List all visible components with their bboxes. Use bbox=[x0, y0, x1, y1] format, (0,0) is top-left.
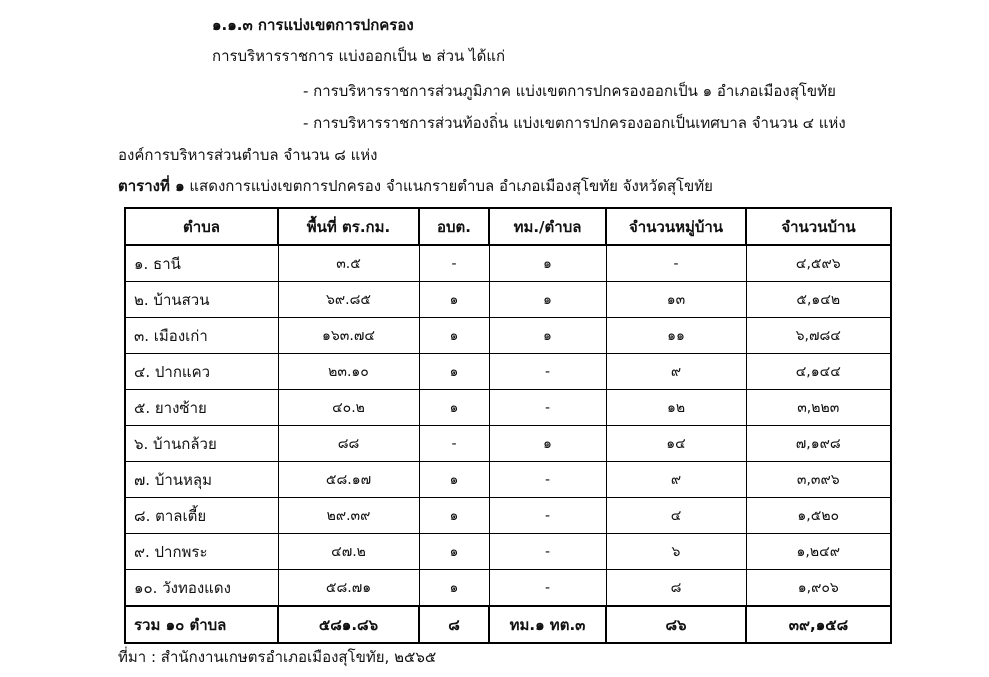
cell-area: ๕๘.๗๑ bbox=[278, 570, 419, 607]
cell-area: ๖๙.๘๕ bbox=[278, 282, 419, 318]
header-municipality: ทม./ตำบล bbox=[489, 208, 606, 245]
cell-municipality: - bbox=[489, 462, 606, 498]
cell-area: ๑๖๓.๗๔ bbox=[278, 318, 419, 354]
cell-municipality: ๑ bbox=[489, 426, 606, 462]
cell-villages: ๑๒ bbox=[606, 390, 746, 426]
cell-subdistrict: ๑๐. วังทองแดง bbox=[125, 570, 278, 607]
cell-villages: ๙ bbox=[606, 462, 746, 498]
header-households: จำนวนบ้าน bbox=[746, 208, 891, 245]
cell-sao: ๑ bbox=[419, 282, 489, 318]
cell-households: ๑,๙๐๖ bbox=[746, 570, 891, 607]
table-row bbox=[125, 318, 891, 354]
total-households: ๓๙,๑๕๘ bbox=[746, 606, 891, 643]
table-caption-label: ตารางที่ ๑ bbox=[118, 177, 185, 195]
table-header-row bbox=[125, 208, 891, 245]
cell-area: ๒๓.๑๐ bbox=[278, 354, 419, 390]
cell-villages: ๑๑ bbox=[606, 318, 746, 354]
header-subdistrict: ตำบล bbox=[125, 208, 278, 245]
cell-area: ๕๘.๑๗ bbox=[278, 462, 419, 498]
total-sao: ๘ bbox=[419, 606, 489, 643]
cell-municipality: - bbox=[489, 570, 606, 607]
cell-sao: ๑ bbox=[419, 534, 489, 570]
header-villages: จำนวนหมู่บ้าน bbox=[606, 208, 746, 245]
cell-sao: ๑ bbox=[419, 462, 489, 498]
bullet-local-admin-continued: องค์การบริหารส่วนตำบล จำนวน ๘ แห่ง bbox=[118, 146, 378, 164]
cell-subdistrict: ๙. ปากพระ bbox=[125, 534, 278, 570]
district-table bbox=[124, 207, 892, 644]
table-row bbox=[125, 426, 891, 462]
section-heading: ๑.๑.๓ การแบ่งเขตการปกครอง bbox=[212, 16, 414, 34]
cell-sao: ๑ bbox=[419, 390, 489, 426]
cell-households: ๔,๕๙๖ bbox=[746, 245, 891, 282]
cell-subdistrict: ๗. บ้านหลุม bbox=[125, 462, 278, 498]
table-row bbox=[125, 570, 891, 607]
cell-area: ๒๙.๓๙ bbox=[278, 498, 419, 534]
table-row bbox=[125, 245, 891, 282]
cell-villages: ๘ bbox=[606, 570, 746, 607]
table-row bbox=[125, 282, 891, 318]
cell-villages: ๑๓ bbox=[606, 282, 746, 318]
bullet-local-admin: - การบริหารราชการส่วนท้องถิ่น แบ่งเขตการปกครองออกเป็นเทศบาล จำนวน ๔ แห่ง bbox=[303, 114, 846, 132]
cell-subdistrict: ๔. ปากแคว bbox=[125, 354, 278, 390]
cell-households: ๔,๑๔๔ bbox=[746, 354, 891, 390]
cell-sao: - bbox=[419, 245, 489, 282]
cell-sao: ๑ bbox=[419, 318, 489, 354]
cell-subdistrict: ๖. บ้านกล้วย bbox=[125, 426, 278, 462]
cell-households: ๓,๒๒๓ bbox=[746, 390, 891, 426]
bullet-regional-admin: - การบริหารราชการส่วนภูมิภาค แบ่งเขตการปกครองออกเป็น ๑ อำเภอเมืองสุโขทัย bbox=[303, 82, 836, 100]
cell-households: ๑,๕๒๐ bbox=[746, 498, 891, 534]
cell-subdistrict: ๒. บ้านสวน bbox=[125, 282, 278, 318]
cell-area: ๔๐.๒ bbox=[278, 390, 419, 426]
cell-subdistrict: ๕. ยางซ้าย bbox=[125, 390, 278, 426]
cell-households: ๗,๑๙๘ bbox=[746, 426, 891, 462]
table-caption bbox=[118, 175, 713, 197]
total-label: รวม ๑๐ ตำบล bbox=[125, 606, 278, 643]
total-villages: ๘๖ bbox=[606, 606, 746, 643]
cell-sao: ๑ bbox=[419, 354, 489, 390]
cell-subdistrict: ๓. เมืองเก่า bbox=[125, 318, 278, 354]
cell-area: ๘๘ bbox=[278, 426, 419, 462]
header-sao: อบต. bbox=[419, 208, 489, 245]
cell-villages: ๔ bbox=[606, 498, 746, 534]
intro-paragraph: การบริหารราชการ แบ่งออกเป็น ๒ ส่วน ได้แก่ bbox=[212, 47, 506, 65]
cell-sao: ๑ bbox=[419, 498, 489, 534]
cell-subdistrict: ๘. ตาลเตี้ย bbox=[125, 498, 278, 534]
cell-area: ๔๗.๒ bbox=[278, 534, 419, 570]
cell-villages: ๖ bbox=[606, 534, 746, 570]
header-area: พื้นที่ ตร.กม. bbox=[278, 208, 419, 245]
table-total-row bbox=[125, 606, 891, 643]
cell-villages: ๙ bbox=[606, 354, 746, 390]
table-row bbox=[125, 462, 891, 498]
cell-households: ๕,๑๔๒ bbox=[746, 282, 891, 318]
total-area: ๕๘๑.๘๖ bbox=[278, 606, 419, 643]
cell-municipality: - bbox=[489, 390, 606, 426]
cell-subdistrict: ๑. ธานี bbox=[125, 245, 278, 282]
cell-households: ๖,๗๘๔ bbox=[746, 318, 891, 354]
cell-sao: ๑ bbox=[419, 570, 489, 607]
table-row bbox=[125, 498, 891, 534]
source-note: ที่มา : สำนักงานเกษตรอำเภอเมืองสุโขทัย, ๒๕๖๕ bbox=[118, 648, 437, 666]
cell-households: ๑,๒๔๙ bbox=[746, 534, 891, 570]
table-row bbox=[125, 390, 891, 426]
cell-households: ๓,๓๙๖ bbox=[746, 462, 891, 498]
cell-municipality: - bbox=[489, 354, 606, 390]
total-municipality: ทม.๑ ทต.๓ bbox=[489, 606, 606, 643]
table-row bbox=[125, 534, 891, 570]
table-caption-text: แสดงการแบ่งเขตการปกครอง จำแนกรายตำบล อำเภอเมืองสุโขทัย จังหวัดสุโขทัย bbox=[184, 177, 713, 195]
cell-municipality: ๑ bbox=[489, 282, 606, 318]
cell-area: ๓.๕ bbox=[278, 245, 419, 282]
cell-municipality: ๑ bbox=[489, 318, 606, 354]
table-row bbox=[125, 354, 891, 390]
cell-villages: - bbox=[606, 245, 746, 282]
cell-municipality: - bbox=[489, 534, 606, 570]
cell-villages: ๑๔ bbox=[606, 426, 746, 462]
cell-sao: - bbox=[419, 426, 489, 462]
cell-municipality: ๑ bbox=[489, 245, 606, 282]
cell-municipality: - bbox=[489, 498, 606, 534]
